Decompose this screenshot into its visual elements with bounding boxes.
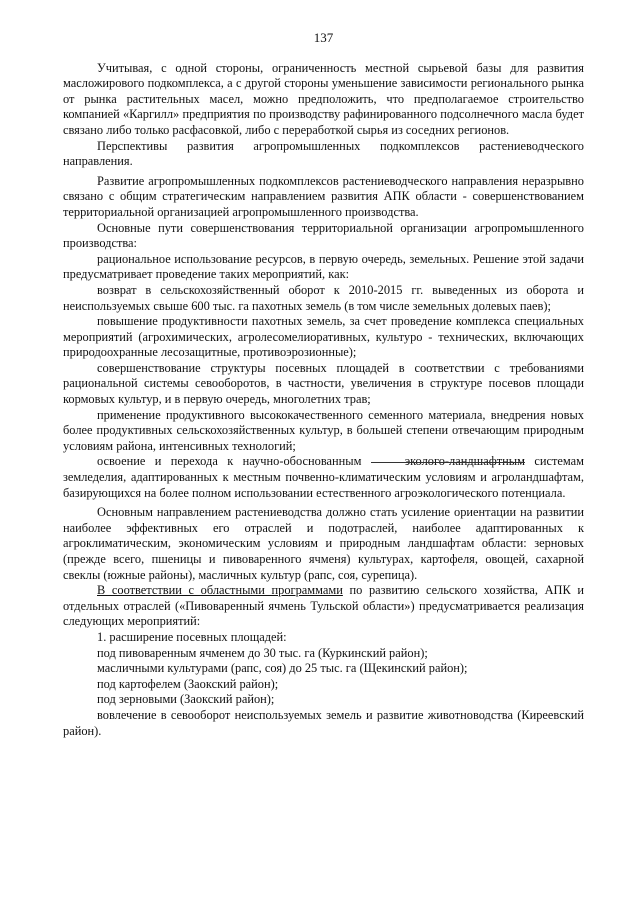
paragraph-resources: рациональное использование ресурсов, в первую очередь, земельных. Решение этой задачи предусматривает проведение таких мероприятий, как: bbox=[63, 251, 584, 282]
paragraph-productivity: повышение продуктивности пахотных земель, за счет проведение комплекса специальных мероприятий (агрохимических, агролесомелиоративных, культуро - технических, включающих природоохранные лесозащитные, противоэрозионные); bbox=[63, 314, 584, 360]
paragraph-prospects-heading: Перспективы развития агропромышленных подкомплексов растениеводческого направления. bbox=[63, 138, 584, 169]
paragraph-oil-base: Учитывая, с одной стороны, ограниченность местной сырьевой базы для развития масложирового подкомплекса, а с другой стороны уменьшение зависимости регионального рынка от рынка растительных масел, можно предположить, что предполагаемое строительство компанией «Каргилл» предприятия по производству рафинированного подсолнечного масла будет связано либо только расфасовкой, либо с переработкой сырья из соседних регионов. bbox=[63, 60, 584, 137]
page-number: 137 bbox=[313, 30, 334, 45]
paragraph-land-return: возврат в сельскохозяйственный оборот к 2010-2015 гг. выведенных из оборота и неиспользуемых свыше 600 тыс. га пахотных земель (в том числе земельных долевых паев); bbox=[63, 282, 584, 313]
paragraph-development: Развитие агропромышленных подкомплексов растениеводческого направления неразрывно связано с общим стратегическим направлением развития АПК области - совершенствованием территориальной организацией агропромышленного производства. bbox=[63, 173, 584, 219]
paragraph-seed-material: применение продуктивного высококачественного семенного материала, внедрения новых более продуктивных сельскохозяйственных культур, в большей степени отвечающим природным условиям района, интенсивных технологий; bbox=[63, 407, 584, 453]
eco-text-after: системам земледелия, адаптированных к местным почвенно-климатическим условиям и агроландшафтам, базирующихся на более полном использовании естественного агроэкологического потенциала. bbox=[63, 454, 584, 500]
paragraph-final: вовлечение в севооборот неиспользуемых земель и развитие животноводства (Киреевский район). bbox=[63, 707, 584, 738]
paragraph-main-ways: Основные пути совершенствования территориальной организации агропромышленного производства: bbox=[63, 220, 584, 251]
paragraph-main-direction: Основным направлением растениеводства должно стать усиление ориентации на развитии наиболее эффективных его отраслей и подотраслей, наиболее адаптированных к агроклиматическим, экономическим условиям и природным ландшафтам области: зерновых (прежде всего, пшеницы и пивоваренного ячменя) культурах, картофеля, овощей, сахарной свеклы (южные районы), масличных культур (рапс, соя, сурепица). bbox=[63, 505, 584, 582]
list-item: под пивоваренным ячменем до 30 тыс. га (Куркинский район); bbox=[97, 645, 428, 660]
list-item: 1. расширение посевных площадей: bbox=[97, 629, 287, 644]
list-item: под картофелем (Заокский район); bbox=[97, 676, 279, 691]
paragraph-programs bbox=[63, 583, 584, 630]
list-item: под зерновыми (Заокский район); bbox=[97, 692, 275, 707]
eco-text-before: освоение и перехода к научно-обоснованным bbox=[97, 454, 371, 469]
programs-underlined-phrase: В соответствии с областными программами bbox=[97, 583, 343, 598]
paragraph-eco-systems bbox=[63, 454, 584, 501]
list-item: масличными культурами (рапс, соя) до 25 тыс. га (Щекинский район); bbox=[97, 661, 468, 676]
paragraph-crop-structure: совершенствование структуры посевных площадей в соответствии с требованиями рациональной системы севооборотов, в частности, увеличения в структуре посевов площади кормовых культур, и в первую очередь, многолетних трав; bbox=[63, 360, 584, 407]
programs-text: по развитию сельского хозяйства, АПК и отдельных отраслей («Пивоваренный ячмень Тульской области») предусматривается реализация следующих мероприятий: bbox=[63, 583, 585, 629]
eco-stamped-word: эколого-ландшафтным bbox=[371, 454, 525, 470]
